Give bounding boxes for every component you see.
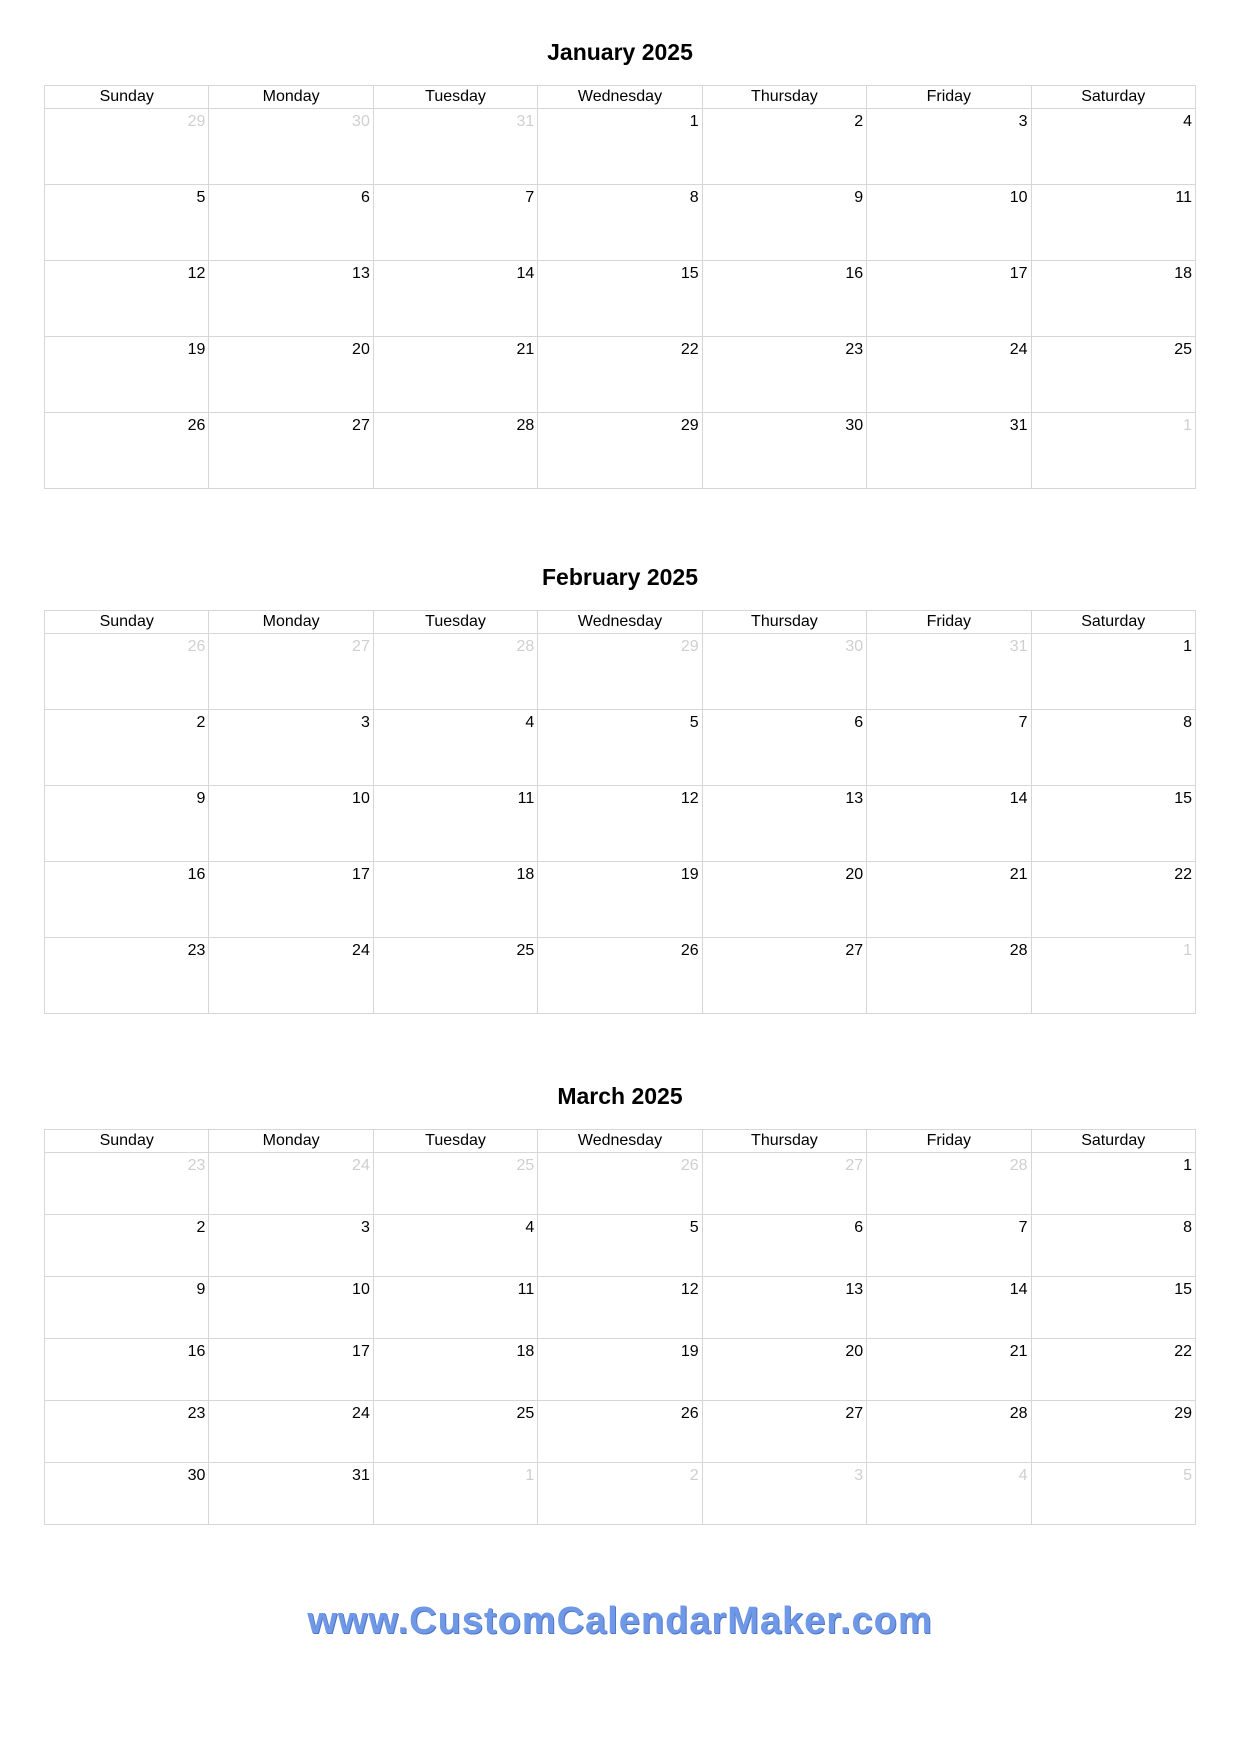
day-number: 24	[352, 942, 370, 959]
week-row	[45, 1339, 1196, 1401]
day-number: 15	[1174, 790, 1192, 807]
day-number: 5	[689, 1219, 699, 1236]
day-number: 6	[854, 1219, 864, 1236]
day-number: 26	[680, 942, 699, 959]
weekday-header: Thursday	[702, 611, 866, 634]
week-row	[45, 185, 1196, 261]
adjacent-month-day-number: 25	[516, 1157, 535, 1174]
day-cell[interactable]	[1031, 1339, 1195, 1401]
day-cell[interactable]	[867, 413, 1031, 489]
day-cell[interactable]	[702, 862, 866, 938]
day-cell[interactable]	[1031, 1463, 1195, 1525]
month-title: March 2025	[557, 1083, 683, 1109]
day-number: 2	[854, 113, 864, 130]
day-cell[interactable]	[209, 1463, 373, 1525]
day-cell[interactable]	[538, 786, 702, 862]
day-cell[interactable]	[538, 185, 702, 261]
day-number: 21	[1009, 1343, 1028, 1360]
adjacent-month-day-number: 27	[845, 1157, 864, 1174]
day-number: 1	[1183, 638, 1192, 655]
week-row	[45, 786, 1196, 862]
day-cell[interactable]	[538, 1153, 702, 1215]
day-cell[interactable]	[538, 710, 702, 786]
day-number: 18	[516, 866, 535, 883]
adjacent-month-day-number: 29	[187, 113, 206, 130]
day-number: 17	[352, 866, 370, 883]
day-cell[interactable]	[702, 413, 866, 489]
day-number: 12	[680, 790, 699, 807]
day-number: 30	[187, 1467, 206, 1484]
day-number: 19	[680, 866, 699, 883]
weekday-header-row	[45, 1130, 1196, 1153]
day-number: 3	[360, 1219, 370, 1236]
day-cell[interactable]	[373, 185, 537, 261]
day-cell[interactable]	[373, 1339, 537, 1401]
day-cell[interactable]	[209, 337, 373, 413]
day-number: 2	[196, 714, 206, 731]
adjacent-month-day-number: 5	[1183, 1467, 1192, 1484]
day-number: 22	[680, 341, 699, 358]
day-number: 26	[187, 417, 206, 434]
day-number: 17	[1009, 265, 1028, 282]
day-number: 23	[187, 1405, 206, 1422]
day-cell[interactable]	[538, 413, 702, 489]
day-number: 13	[845, 790, 864, 807]
adjacent-month-day-number: 31	[1009, 638, 1028, 655]
day-cell[interactable]	[538, 938, 702, 1014]
day-number: 15	[1174, 1281, 1192, 1298]
day-number: 25	[1174, 341, 1192, 358]
day-cell[interactable]	[538, 337, 702, 413]
day-number: 10	[352, 790, 370, 807]
weekday-header: Friday	[867, 611, 1031, 634]
weekday-header: Saturday	[1031, 86, 1195, 109]
day-number: 12	[680, 1281, 699, 1298]
day-number: 1	[1183, 1157, 1192, 1174]
adjacent-month-day-number: 1	[525, 1467, 535, 1484]
day-number: 11	[517, 1281, 535, 1298]
adjacent-month-day-number: 27	[352, 638, 370, 655]
week-row	[45, 1215, 1196, 1277]
day-cell[interactable]	[209, 1277, 373, 1339]
week-row	[45, 413, 1196, 489]
day-number: 22	[1174, 866, 1192, 883]
day-number: 16	[187, 866, 206, 883]
day-cell[interactable]	[209, 862, 373, 938]
day-cell[interactable]	[702, 938, 866, 1014]
day-number: 2	[196, 1219, 206, 1236]
weekday-header: Sunday	[45, 1130, 209, 1153]
day-cell[interactable]	[538, 109, 702, 185]
day-number: 6	[854, 714, 864, 731]
day-number: 27	[352, 417, 370, 434]
day-cell[interactable]	[1031, 413, 1195, 489]
day-cell[interactable]	[702, 1339, 866, 1401]
day-cell[interactable]	[209, 1153, 373, 1215]
day-number: 15	[680, 265, 699, 282]
day-number: 14	[1009, 1281, 1028, 1298]
day-cell[interactable]	[209, 938, 373, 1014]
month-title: February 2025	[542, 564, 698, 590]
week-row	[45, 337, 1196, 413]
day-cell[interactable]	[702, 1153, 866, 1215]
adjacent-month-day-number: 2	[689, 1467, 699, 1484]
day-cell[interactable]	[1031, 710, 1195, 786]
day-cell[interactable]	[867, 634, 1031, 710]
day-cell[interactable]	[1031, 261, 1195, 337]
week-row	[45, 109, 1196, 185]
day-number: 9	[854, 189, 864, 206]
adjacent-month-day-number: 31	[516, 113, 535, 130]
day-number: 3	[1018, 113, 1028, 130]
day-number: 28	[1009, 942, 1028, 959]
week-row	[45, 634, 1196, 710]
day-cell[interactable]	[209, 185, 373, 261]
day-number: 10	[352, 1281, 370, 1298]
weekday-header: Sunday	[45, 86, 209, 109]
day-cell[interactable]	[209, 1215, 373, 1277]
weekday-header: Tuesday	[373, 86, 537, 109]
day-number: 10	[1009, 189, 1028, 206]
day-number: 27	[845, 1405, 864, 1422]
day-cell[interactable]	[538, 862, 702, 938]
day-number: 9	[196, 1281, 206, 1298]
day-cell[interactable]	[209, 634, 373, 710]
week-row	[45, 261, 1196, 337]
day-number: 26	[680, 1405, 699, 1422]
day-cell[interactable]	[373, 1153, 537, 1215]
day-number: 11	[517, 790, 535, 807]
day-cell[interactable]	[45, 413, 209, 489]
day-cell[interactable]	[45, 337, 209, 413]
day-cell[interactable]	[209, 1339, 373, 1401]
day-cell[interactable]	[45, 1401, 209, 1463]
day-number: 13	[845, 1281, 864, 1298]
day-cell[interactable]	[373, 109, 537, 185]
day-number: 11	[1175, 189, 1192, 206]
day-cell[interactable]	[867, 261, 1031, 337]
day-cell[interactable]	[867, 786, 1031, 862]
day-number: 16	[187, 1343, 206, 1360]
day-cell[interactable]	[45, 261, 209, 337]
day-number: 14	[1009, 790, 1028, 807]
day-number: 31	[352, 1467, 370, 1484]
day-cell[interactable]	[538, 1277, 702, 1339]
day-cell[interactable]	[538, 1339, 702, 1401]
week-row	[45, 1463, 1196, 1525]
day-number: 7	[1018, 714, 1028, 731]
day-cell[interactable]	[45, 634, 209, 710]
day-cell[interactable]	[373, 862, 537, 938]
day-number: 19	[680, 1343, 699, 1360]
weekday-header: Tuesday	[373, 1130, 537, 1153]
day-number: 29	[680, 417, 699, 434]
day-cell[interactable]	[1031, 185, 1195, 261]
day-number: 12	[187, 265, 206, 282]
day-number: 5	[689, 714, 699, 731]
day-cell[interactable]	[538, 1215, 702, 1277]
day-number: 4	[525, 1219, 535, 1236]
adjacent-month-day-number: 28	[1009, 1157, 1028, 1174]
day-cell[interactable]	[1031, 1401, 1195, 1463]
day-cell[interactable]	[45, 109, 209, 185]
day-cell[interactable]	[867, 1401, 1031, 1463]
weekday-header: Thursday	[702, 1130, 866, 1153]
day-cell[interactable]	[373, 1401, 537, 1463]
day-cell[interactable]	[45, 710, 209, 786]
day-cell[interactable]	[867, 1215, 1031, 1277]
day-number: 21	[516, 341, 535, 358]
weekday-header: Monday	[209, 611, 373, 634]
day-cell[interactable]	[45, 1153, 209, 1215]
adjacent-month-day-number: 26	[187, 638, 206, 655]
day-cell[interactable]	[702, 710, 866, 786]
day-cell[interactable]	[538, 1401, 702, 1463]
day-cell[interactable]	[209, 1401, 373, 1463]
weekday-header-row	[45, 86, 1196, 109]
weekday-header: Saturday	[1031, 611, 1195, 634]
day-cell[interactable]	[45, 786, 209, 862]
day-number: 25	[516, 942, 535, 959]
day-cell[interactable]	[1031, 337, 1195, 413]
day-number: 27	[845, 942, 864, 959]
weekday-header: Wednesday	[538, 1130, 702, 1153]
weekday-header: Tuesday	[373, 611, 537, 634]
day-cell[interactable]	[867, 1463, 1031, 1525]
day-cell[interactable]	[373, 1215, 537, 1277]
day-number: 5	[196, 189, 206, 206]
day-cell[interactable]	[209, 786, 373, 862]
day-cell[interactable]	[209, 261, 373, 337]
week-row	[45, 938, 1196, 1014]
day-cell[interactable]	[702, 337, 866, 413]
day-cell[interactable]	[209, 109, 373, 185]
weekday-header: Saturday	[1031, 1130, 1195, 1153]
day-cell[interactable]	[1031, 109, 1195, 185]
day-cell[interactable]	[702, 1401, 866, 1463]
day-cell[interactable]	[1031, 786, 1195, 862]
day-cell[interactable]	[45, 862, 209, 938]
calendar-grid	[44, 1129, 1196, 1525]
day-number: 16	[845, 265, 864, 282]
day-number: 31	[1009, 417, 1028, 434]
day-number: 20	[352, 341, 370, 358]
day-cell[interactable]	[867, 862, 1031, 938]
week-row	[45, 1401, 1196, 1463]
day-cell[interactable]	[702, 261, 866, 337]
day-cell[interactable]	[867, 1153, 1031, 1215]
day-number: 4	[525, 714, 535, 731]
day-cell[interactable]	[45, 1277, 209, 1339]
adjacent-month-day-number: 4	[1018, 1467, 1028, 1484]
day-number: 20	[845, 866, 864, 883]
weekday-header: Sunday	[45, 611, 209, 634]
adjacent-month-day-number: 29	[680, 638, 699, 655]
day-cell[interactable]	[45, 1215, 209, 1277]
day-number: 20	[845, 1343, 864, 1360]
day-number: 8	[689, 189, 699, 206]
day-cell[interactable]	[373, 786, 537, 862]
day-number: 24	[352, 1405, 370, 1422]
day-number: 23	[187, 942, 206, 959]
day-number: 29	[1174, 1405, 1192, 1422]
day-cell[interactable]	[867, 1339, 1031, 1401]
weekday-header: Thursday	[702, 86, 866, 109]
day-cell[interactable]	[867, 1277, 1031, 1339]
day-cell[interactable]	[867, 938, 1031, 1014]
day-cell[interactable]	[867, 109, 1031, 185]
weekday-header: Friday	[867, 1130, 1031, 1153]
day-cell[interactable]	[702, 1463, 866, 1525]
adjacent-month-day-number: 3	[854, 1467, 864, 1484]
day-cell[interactable]	[209, 413, 373, 489]
day-number: 3	[360, 714, 370, 731]
day-cell[interactable]	[373, 261, 537, 337]
day-number: 8	[1183, 714, 1192, 731]
week-row	[45, 1153, 1196, 1215]
day-number: 17	[352, 1343, 370, 1360]
day-number: 9	[196, 790, 206, 807]
adjacent-month-day-number: 24	[352, 1157, 370, 1174]
weekday-header: Wednesday	[538, 86, 702, 109]
day-number: 13	[352, 265, 370, 282]
day-cell[interactable]	[538, 634, 702, 710]
day-cell[interactable]	[373, 1277, 537, 1339]
day-number: 8	[1183, 1219, 1192, 1236]
day-cell[interactable]	[702, 109, 866, 185]
adjacent-month-day-number: 26	[680, 1157, 699, 1174]
day-cell[interactable]	[373, 413, 537, 489]
calendar-grid	[44, 610, 1196, 1014]
calendar-grid	[44, 85, 1196, 489]
day-cell[interactable]	[702, 1215, 866, 1277]
weekday-header-row	[45, 611, 1196, 634]
day-cell[interactable]	[373, 938, 537, 1014]
week-row	[45, 710, 1196, 786]
day-number: 19	[187, 341, 206, 358]
day-cell[interactable]	[45, 1463, 209, 1525]
day-cell[interactable]	[1031, 862, 1195, 938]
day-cell[interactable]	[1031, 938, 1195, 1014]
day-number: 24	[1009, 341, 1028, 358]
day-cell[interactable]	[1031, 1215, 1195, 1277]
day-number: 7	[1018, 1219, 1028, 1236]
day-number: 21	[1009, 866, 1028, 883]
day-cell[interactable]	[1031, 634, 1195, 710]
day-number: 22	[1174, 1343, 1192, 1360]
weekday-header: Monday	[209, 1130, 373, 1153]
day-number: 1	[689, 113, 699, 130]
website-link[interactable]: www.CustomCalendarMaker.com	[307, 1600, 933, 1642]
day-cell[interactable]	[209, 710, 373, 786]
day-number: 28	[1009, 1405, 1028, 1422]
day-cell[interactable]	[538, 261, 702, 337]
day-cell[interactable]	[702, 786, 866, 862]
day-cell[interactable]	[373, 337, 537, 413]
day-number: 23	[845, 341, 864, 358]
day-cell[interactable]	[702, 185, 866, 261]
day-cell[interactable]	[45, 1339, 209, 1401]
adjacent-month-day-number: 28	[516, 638, 535, 655]
day-cell[interactable]	[1031, 1277, 1195, 1339]
day-number: 30	[845, 417, 864, 434]
adjacent-month-day-number: 1	[1183, 417, 1192, 434]
weekday-header: Friday	[867, 86, 1031, 109]
weekday-header: Wednesday	[538, 611, 702, 634]
day-number: 4	[1183, 113, 1192, 130]
weekday-header: Monday	[209, 86, 373, 109]
day-cell[interactable]	[702, 1277, 866, 1339]
day-cell[interactable]	[373, 634, 537, 710]
adjacent-month-day-number: 1	[1183, 942, 1192, 959]
day-cell[interactable]	[538, 1463, 702, 1525]
day-cell[interactable]	[867, 337, 1031, 413]
day-number: 6	[360, 189, 370, 206]
day-cell[interactable]	[45, 185, 209, 261]
day-cell[interactable]	[867, 185, 1031, 261]
day-cell[interactable]	[1031, 1153, 1195, 1215]
day-number: 28	[516, 417, 535, 434]
day-cell[interactable]	[702, 634, 866, 710]
week-row	[45, 1277, 1196, 1339]
week-row	[45, 862, 1196, 938]
day-number: 18	[1174, 265, 1192, 282]
month-title: January 2025	[547, 39, 693, 65]
adjacent-month-day-number: 23	[187, 1157, 206, 1174]
day-cell[interactable]	[373, 1463, 537, 1525]
day-number: 18	[516, 1343, 535, 1360]
adjacent-month-day-number: 30	[352, 113, 370, 130]
day-cell[interactable]	[45, 938, 209, 1014]
day-cell[interactable]	[373, 710, 537, 786]
adjacent-month-day-number: 30	[845, 638, 864, 655]
day-cell[interactable]	[867, 710, 1031, 786]
day-number: 7	[525, 189, 535, 206]
day-number: 14	[516, 265, 535, 282]
day-number: 25	[516, 1405, 535, 1422]
